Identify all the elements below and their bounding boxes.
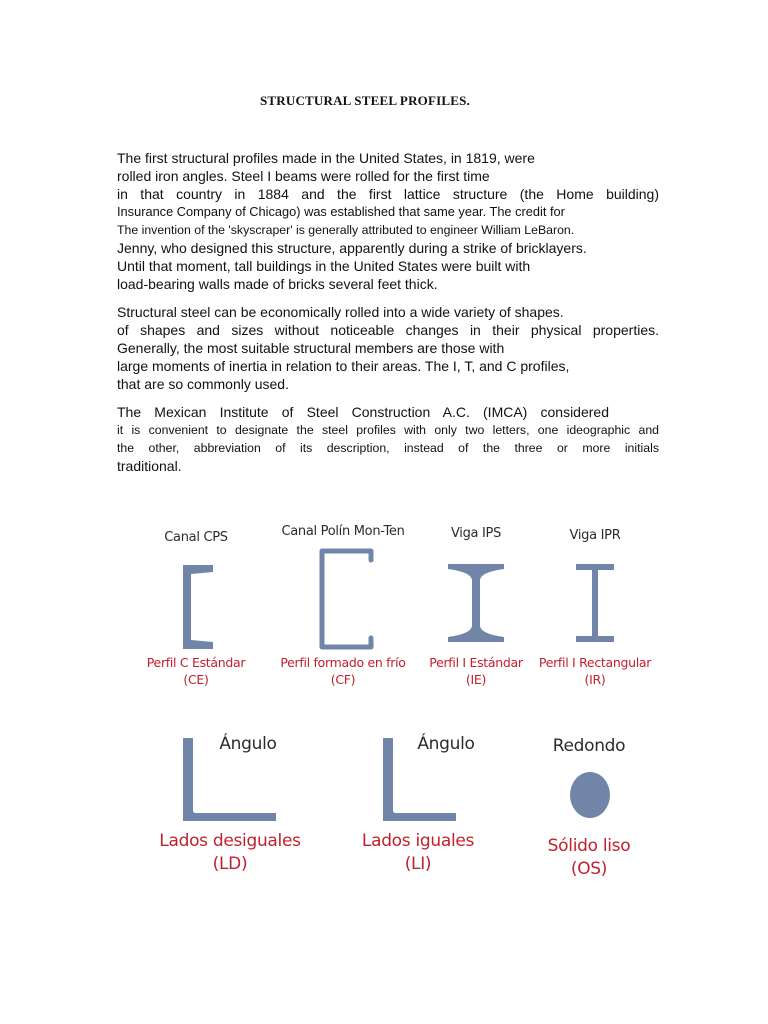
i-beam-standard-icon xyxy=(446,562,506,644)
text-line: The Mexican Institute of Steel Construction A.C. (IMCA) considered xyxy=(117,404,609,420)
steel-profiles-figure xyxy=(130,510,670,890)
profile-code: (OS) xyxy=(570,859,608,879)
text-line: it is convenient to designate the steel profiles with only two letters, one ideographic and xyxy=(117,423,659,437)
document-title: STRUCTURAL STEEL PROFILES. xyxy=(259,93,470,108)
profile-top-label: Viga IPS xyxy=(450,526,502,541)
profile-bottom-label: Sólido liso xyxy=(547,836,631,856)
c-channel-icon xyxy=(170,562,220,652)
profile-code: (IE) xyxy=(465,672,487,687)
text-line: Generally, the most suitable structural members are those with xyxy=(117,340,505,356)
profile-top-label: Ángulo xyxy=(219,734,277,754)
profile-top-label: Viga IPR xyxy=(569,528,621,543)
profile-bottom-label: Perfil C Estándar xyxy=(146,655,246,670)
paragraph-shapes xyxy=(117,303,659,393)
profile-top-label: Ángulo xyxy=(417,734,475,754)
text-line: rolled iron angles. Steel I beams were rolled for the first time xyxy=(117,168,490,184)
profile-bottom-label: Perfil formado en frío xyxy=(280,655,406,670)
text-line: traditional. xyxy=(117,458,182,474)
text-line: that are so commonly used. xyxy=(117,376,289,392)
round-bar-icon xyxy=(568,770,612,820)
text-line: Insurance Company of Chicago) was established that same year. The credit for xyxy=(117,204,565,219)
profile-top-label: Redondo xyxy=(552,736,626,756)
profile-code: (LD) xyxy=(212,854,248,874)
i-beam-rectangular-icon xyxy=(573,562,617,644)
text-line: load-bearing walls made of bricks several feet thick. xyxy=(117,276,438,292)
text-line: Jenny, who designed this structure, apparently during a strike of bricklayers. xyxy=(117,240,587,256)
profile-code: (CF) xyxy=(330,672,356,687)
text-line: large moments of inertia in relation to their areas. The I, T, and C profiles, xyxy=(117,358,570,374)
text-line: The invention of the 'skyscraper' is generally attributed to engineer William LeBaron. xyxy=(117,223,575,237)
profile-bottom-label: Lados iguales xyxy=(361,831,475,851)
profile-bottom-label: Lados desiguales xyxy=(159,831,301,851)
profile-top-label: Canal Polín Mon-Ten xyxy=(281,524,405,539)
profile-top-label: Canal CPS xyxy=(164,530,228,545)
equal-angle-icon xyxy=(380,735,460,825)
text-line: Structural steel can be economically rolled into a wide variety of shapes. xyxy=(117,304,564,320)
unequal-angle-icon xyxy=(180,735,280,825)
paragraph-history xyxy=(117,149,659,293)
text-line: the other, abbreviation of its description, instead of the three or more initials xyxy=(117,441,659,455)
profile-code: (LI) xyxy=(404,854,432,874)
paragraph-imca xyxy=(117,403,659,475)
profile-bottom-label: Perfil I Rectangular xyxy=(538,655,652,670)
text-line: The first structural profiles made in the United States, in 1819, were xyxy=(117,150,535,166)
cold-formed-channel-icon xyxy=(315,546,375,652)
profile-bottom-label: Perfil I Estándar xyxy=(429,655,523,670)
profile-code: (CE) xyxy=(183,672,209,687)
profile-code: (IR) xyxy=(584,672,606,687)
text-line: of shapes and sizes without noticeable changes in their physical properties. xyxy=(117,322,659,338)
text-line: Until that moment, tall buildings in the United States were built with xyxy=(117,258,531,274)
text-line: in that country in 1884 and the first lattice structure (the Home building) xyxy=(117,186,659,202)
